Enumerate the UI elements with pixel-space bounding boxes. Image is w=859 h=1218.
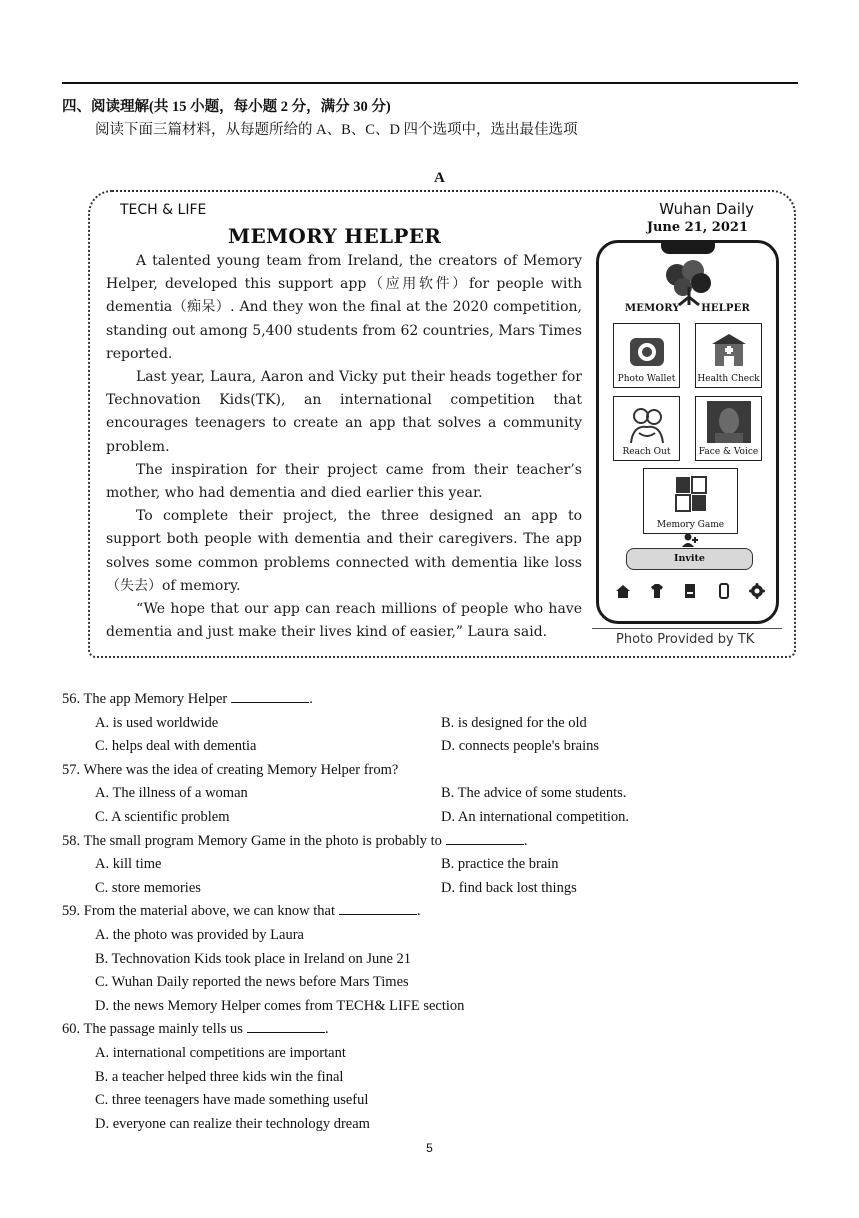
photo-credit: Photo Provided by TK (616, 632, 755, 647)
tile-label: Reach Out (622, 447, 671, 457)
tile-label: Photo Wallet (617, 374, 676, 384)
tile-label: Memory Game (656, 520, 725, 530)
option-d[interactable]: D. An international competition. (441, 808, 630, 825)
option-c[interactable]: C. store memories (95, 879, 201, 896)
tile-photo-wallet[interactable] (613, 323, 680, 388)
question-stem: 58. The small program Memory Game in the photo is probably to (62, 832, 442, 849)
tile-label: Face & Voice (698, 447, 759, 457)
section-title: 四、阅读理解(共 15 小题，每小题 2 分，满分 30 分) (62, 99, 391, 115)
option-b[interactable]: B. practice the brain (441, 856, 559, 873)
article-paragraph: A talented young team from Ireland, the creators of Memory Helper, developed this support app（应用软件）for people with dementia（痴呆）. And they won the final at the 2020 competition, standing out among 5,400 students from 62 countries, Mars Times reported. (106, 253, 582, 362)
newspaper-clipping (88, 190, 796, 658)
option-a[interactable]: A. The illness of a woman (95, 785, 248, 802)
memory-cards-icon (674, 475, 708, 513)
answer-blank (247, 1018, 325, 1033)
option-a[interactable]: A. international competitions are important (95, 1044, 346, 1061)
option-a[interactable]: A. kill time (95, 856, 162, 873)
stem-end: . (324, 1021, 329, 1038)
stem-end: . (417, 903, 421, 920)
tile-health-check[interactable] (695, 323, 762, 388)
stem-end: . (523, 832, 528, 849)
option-b[interactable]: B. Technovation Kids took place in Ireland on June 21 (95, 950, 412, 967)
option-b[interactable]: B. a teacher helped three kids win the final (95, 1068, 344, 1085)
face-photo-icon (707, 401, 751, 443)
document-icon[interactable] (682, 583, 698, 599)
brand-right: HELPER (701, 303, 750, 314)
gear-icon[interactable] (749, 583, 765, 599)
hospital-icon (710, 332, 748, 370)
clipping-section-name: TECH & LIFE (120, 202, 207, 218)
question-stem: 56. The app Memory Helper (62, 691, 228, 707)
people-hug-icon (627, 405, 667, 445)
option-c[interactable]: C. A scientific problem (95, 808, 230, 825)
answer-blank (231, 688, 309, 703)
question-60 (62, 1018, 802, 1136)
tile-label: Health Check (697, 374, 760, 384)
option-d[interactable]: D. connects people's brains (441, 738, 600, 755)
shirt-icon[interactable] (649, 583, 665, 599)
option-c[interactable]: C. Wuhan Daily reported the news before Mars Times (95, 974, 409, 991)
tile-reach-out[interactable] (613, 396, 680, 461)
question-stem: 57. Where was the idea of creating Memory Helper from? (62, 761, 399, 778)
brand-left: MEMORY (625, 303, 680, 314)
question-57 (62, 759, 802, 830)
option-d[interactable]: D. the news Memory Helper comes from TECH& LIFE section (95, 997, 465, 1014)
article-paragraph: Last year, Laura, Aaron and Vicky put their heads together for Technovation Kids(TK), an international competition that encourages teenagers to create an app that solves a community problem. (106, 369, 582, 455)
option-d[interactable]: D. find back lost things (441, 879, 577, 896)
phone-mockup (596, 240, 779, 624)
answer-blank (339, 900, 417, 915)
questions-list (62, 688, 802, 1136)
page-number: 5 (426, 1141, 433, 1155)
option-b[interactable]: B. The advice of some students. (441, 785, 627, 802)
phone-nav-bar (615, 583, 765, 599)
option-c[interactable]: C. three teenagers have made something useful (95, 1092, 369, 1109)
question-stem: 59. From the material above, we can know that (62, 903, 336, 920)
newspaper-date: June 21, 2021 (646, 220, 748, 235)
top-rule (62, 82, 798, 84)
article-paragraph: “We hope that our app can reach millions of people who have dementia and just make their lives kind of easier,” Laura said. (106, 601, 582, 641)
passage-label: A (434, 170, 445, 186)
camera-icon (628, 332, 666, 370)
memory-helper-logo-icon (639, 257, 739, 307)
home-icon[interactable] (615, 583, 631, 599)
app-brand (599, 303, 776, 314)
option-b[interactable]: B. is designed for the old (441, 714, 587, 731)
invite-button[interactable]: Invite (626, 548, 753, 570)
phone-notch (661, 242, 715, 254)
question-stem: 60. The passage mainly tells us (62, 1021, 243, 1038)
question-58 (62, 830, 802, 901)
option-c[interactable]: C. helps deal with dementia (95, 738, 257, 755)
phone-icon[interactable] (716, 583, 732, 599)
stem-end: . (309, 691, 313, 707)
tile-memory-game[interactable] (643, 468, 738, 534)
article-body (106, 250, 582, 644)
article-paragraph: To complete their project, the three designed an app to support both people with dementia and their caregivers. The app solves some common problems connected with dementia like loss（失去）of memory. (106, 508, 582, 594)
add-user-icon[interactable] (681, 533, 699, 547)
option-a[interactable]: A. is used worldwide (95, 714, 219, 731)
credit-divider (592, 628, 782, 629)
newspaper-name: Wuhan Daily (659, 200, 754, 218)
article-paragraph: The inspiration for their project came from their teacher’s mother, who had dementia and died earlier this year. (106, 461, 582, 502)
tile-face-voice[interactable] (695, 396, 762, 461)
option-a[interactable]: A. the photo was provided by Laura (95, 926, 304, 943)
article-headline: MEMORY HELPER (228, 224, 442, 248)
option-d[interactable]: D. everyone can realize their technology dream (95, 1115, 370, 1132)
section-instruction: 阅读下面三篇材料，从每题所给的 A、B、C、D 四个选项中，选出最佳选项 (95, 122, 578, 138)
answer-blank (446, 830, 524, 845)
question-56 (62, 688, 802, 759)
question-59 (62, 900, 802, 1018)
